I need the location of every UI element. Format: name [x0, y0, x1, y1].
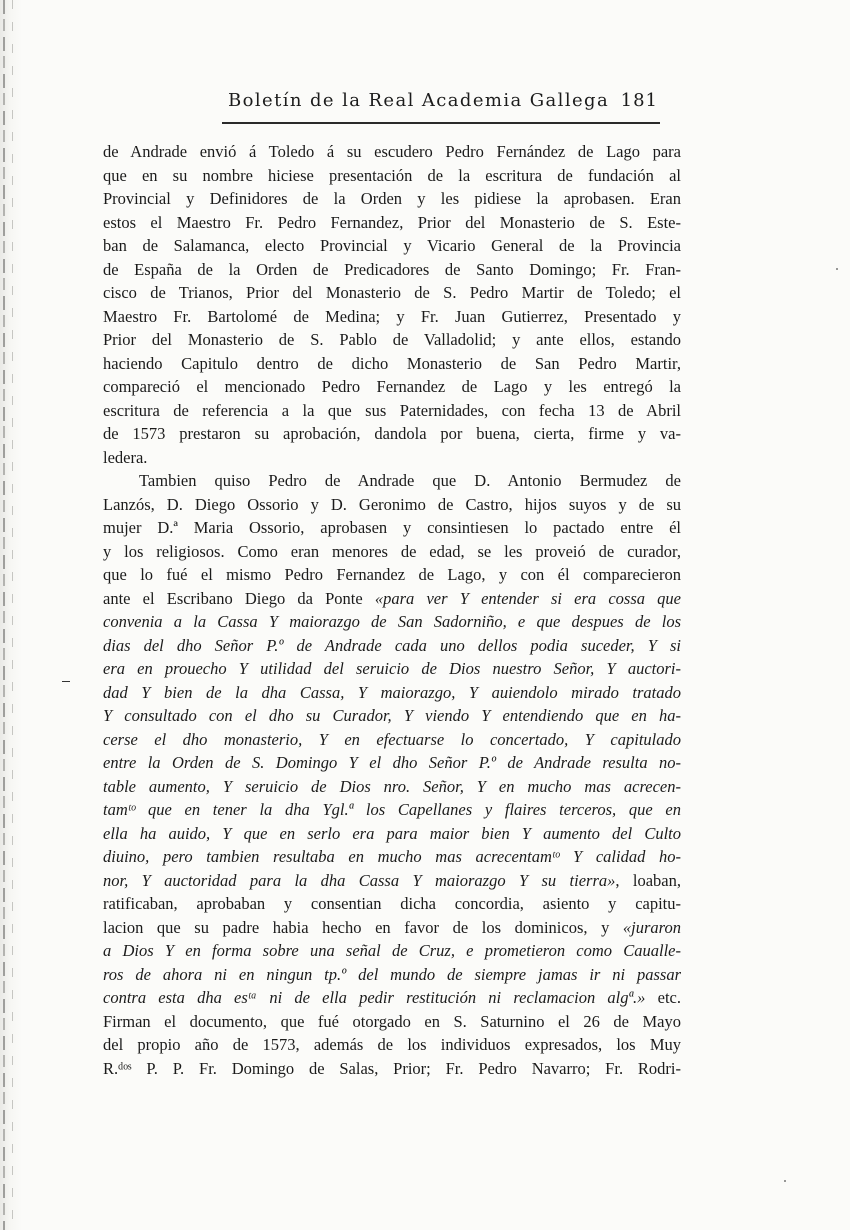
quoted-line: a Dios Y en forma sobre una señal de Cruz, e prometieron como Caualle-	[103, 941, 681, 960]
text-line: ratificaban, aprobaban y consentian dicha concordia, asiento y capitu-	[103, 894, 681, 913]
header-rule	[222, 122, 660, 124]
text-line: Provincial y Definidores de la Orden y les pidiese la aprobasen. Eran	[103, 189, 681, 208]
text-line: Prior del Monasterio de S. Pablo de Valladolid; y ante ellos, estando	[103, 330, 681, 349]
text-line: mujer D.ª Maria Ossorio, aprobasen y consintiesen lo pactado entre él	[103, 518, 681, 537]
quoted-line: ella ha auido, Y que en serlo era para maior bien Y aumento del Culto	[103, 823, 681, 843]
quoted-segment: contra esta dha esᵗᵃ ni de ella pedir restitución ni reclamacion algª.»	[103, 988, 646, 1007]
quoted-line: era en prouecho Y utilidad del seruicio de Dios nuestro Señor, Y auctori-	[103, 659, 681, 678]
text-line: Firman el documento, que fué otorgado en S. Saturnino el 26 de Mayo	[103, 1011, 681, 1031]
quoted-line: dad Y bien de la dha Cassa, Y maiorazgo, Y auiendolo mirado tratado	[103, 682, 681, 702]
quoted-line: table aumento, Y seruicio de Dios nro. Señor, Y en mucho mas acrecen-	[103, 776, 681, 796]
text-line: del propio año de 1573, además de los individuos expresados, los Muy	[103, 1035, 681, 1054]
text-line: estos el Maestro Fr. Pedro Fernandez, Prior del Monasterio de S. Este-	[103, 212, 681, 232]
text-line-mixed	[103, 916, 681, 940]
text-segment: ante el Escribano Diego da Ponte	[103, 588, 375, 608]
quoted-line: diuino, pero tambien resultaba en mucho mas acrecentamᵗᵒ Y calidad ho-	[103, 847, 681, 866]
text-line: R.ᵈᵒˢ P. P. Fr. Domingo de Salas, Prior; Fr. Pedro Navarro; Fr. Rodri-	[103, 1058, 681, 1078]
quoted-segment: nor, Y auctoridad para la dha Cassa Y maiorazgo Y su tierra»	[103, 870, 616, 890]
quoted-line: tamᵗᵒ que en tener la dha Ygl.ª los Capellanes y flaires terceros, que en	[103, 800, 681, 819]
page-number: 181	[620, 90, 658, 111]
quoted-segment: «para ver Y entender si era cossa que	[374, 588, 681, 608]
quoted-line: convenia a la Cassa Y maiorazgo de San Sadorniño, e que despues de los	[103, 612, 681, 631]
running-head: Boletín de la Real Academia Gallega	[228, 90, 610, 111]
quoted-segment: «juraron	[622, 917, 681, 937]
text-line: haciendo Capitulo dentro de dicho Monasterio de San Pedro Martir,	[103, 353, 681, 373]
quoted-line: Y consultado con el dho su Curador, Y viendo Y entendiendo que en ha-	[103, 706, 681, 725]
text-line: que lo fué el mismo Pedro Fernandez de Lago, y con él comparecieron	[103, 565, 681, 584]
text-line: Lanzós, D. Diego Ossorio y D. Geronimo de Castro, hijos suyos y de su	[103, 494, 681, 514]
text-line: escritura de referencia a la que sus Paternidades, con fecha 13 de Abril	[103, 400, 681, 420]
page-header	[222, 88, 660, 124]
margin-mark	[62, 681, 70, 682]
text-line: y los religiosos. Como eran menores de edad, se les proveió de curador,	[103, 541, 681, 561]
text-line: cisco de Trianos, Prior del Monasterio de S. Pedro Martir de Toledo; el	[103, 283, 681, 302]
binding-shadow-line-secondary	[12, 0, 13, 1230]
text-line: de Andrade envió á Toledo á su escudero Pedro Fernández de Lago para	[103, 142, 681, 161]
text-line: de España de la Orden de Predicadores de Santo Domingo; Fr. Fran-	[103, 259, 681, 279]
quoted-line: cerse el dho monasterio, Y en efectuarse lo concertado, Y capitulado	[103, 729, 681, 749]
text-line: de 1573 prestaron su aprobación, dandola por buena, cierta, firme y va-	[103, 424, 681, 443]
text-line-mixed	[103, 587, 681, 611]
text-segment: , loaban,	[615, 870, 681, 890]
binding-shadow-line	[3, 0, 5, 1230]
text-line: compareció el mencionado Pedro Fernandez de Lago y les entregó la	[103, 377, 681, 396]
text-line: ban de Salamanca, electo Provincial y Vicario General de la Provincia	[103, 236, 681, 255]
text-line-mixed	[103, 869, 681, 893]
quoted-line: dias del dho Señor P.º de Andrade cada uno dellos podia suceder, Y si	[103, 635, 681, 655]
quoted-line: ros de ahora ni en ningun tp.º del mundo de siempre jamas ir ni passar	[103, 964, 681, 984]
text-segment: lacion que su padre habia hecho en favor de los dominicos, y	[103, 917, 623, 937]
text-segment: etc.	[645, 988, 681, 1007]
text-line: que en su nombre hiciese presentación de la escritura de fundación al	[103, 165, 681, 185]
text-line: ledera.	[103, 447, 148, 467]
quoted-line: entre la Orden de S. Domingo Y el dho Señor P.º de Andrade resulta no-	[103, 753, 681, 772]
page-speck	[784, 1180, 786, 1182]
text-line-mixed	[103, 986, 681, 1010]
body-text	[103, 140, 681, 1080]
page-speck	[836, 268, 838, 270]
text-line: Tambien quiso Pedro de Andrade que D. Antonio Bermudez de	[139, 471, 681, 490]
text-line: Maestro Fr. Bartolomé de Medina; y Fr. Juan Gutierrez, Presentado y	[103, 306, 681, 326]
